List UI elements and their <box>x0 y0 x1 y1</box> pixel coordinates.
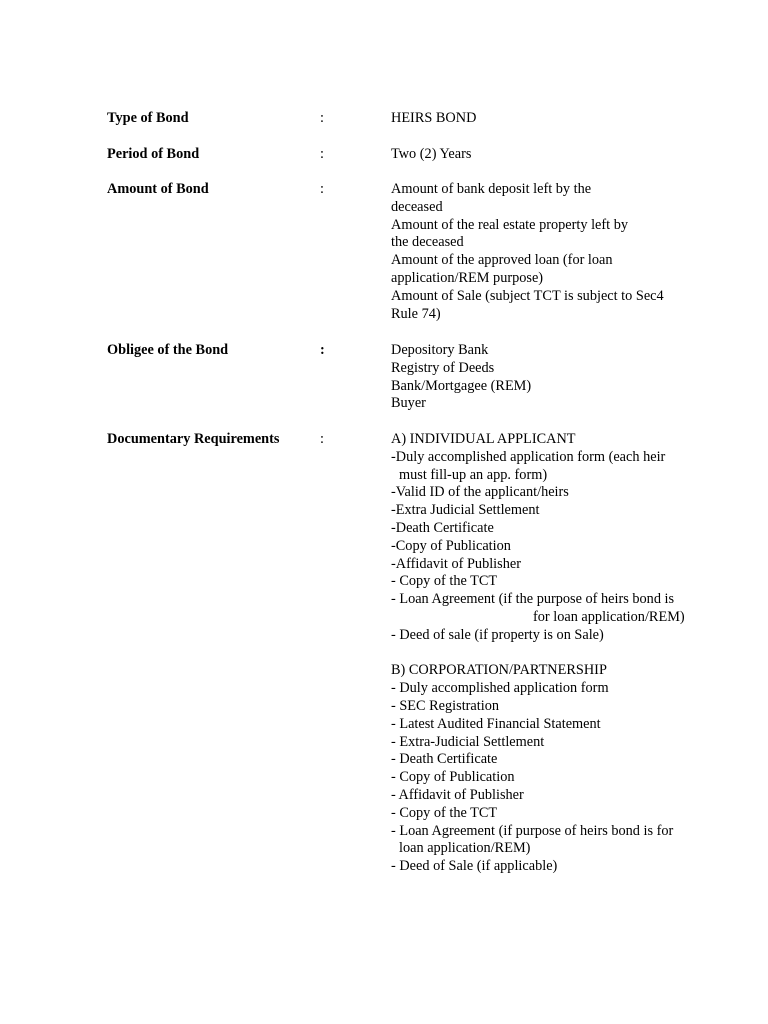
amount-of-bond-line: Rule 74) <box>391 305 441 322</box>
period-of-bond-value-line: Two (2) Years <box>391 146 472 162</box>
obligee-of-bond-colon: : <box>320 342 325 358</box>
obligee-line: Bank/Mortgagee (REM) <box>391 377 532 394</box>
obligee-line: Registry of Deeds <box>391 359 495 376</box>
amount-of-bond-line: Amount of bank deposit left by the <box>391 181 592 197</box>
requirement-item: -Duly accomplished application form (each heir <box>391 448 666 465</box>
amount-of-bond-line: Amount of the approved loan (for loan <box>391 252 613 269</box>
individual-applicant-heading: A) INDIVIDUAL APPLICANT <box>391 431 576 447</box>
obligee-line: Buyer <box>391 395 426 412</box>
requirement-item: - Death Certificate <box>391 751 498 768</box>
documentary-requirements-colon: : <box>320 431 324 447</box>
amount-of-bond-line: deceased <box>391 198 443 215</box>
requirement-item: -Affidavit of Publisher <box>391 555 521 572</box>
obligee-of-bond-label: Obligee of the Bond <box>107 342 229 358</box>
documentary-requirements-value <box>391 431 711 876</box>
requirement-item: - Loan Agreement (if purpose of heirs bond is for <box>391 822 674 839</box>
requirement-item: - Copy of Publication <box>391 769 515 786</box>
type-of-bond-label: Type of Bond <box>107 110 189 126</box>
requirement-item: - Latest Audited Financial Statement <box>391 715 601 732</box>
type-of-bond-colon: : <box>320 110 324 126</box>
requirement-item: - Copy of the TCT <box>391 573 498 590</box>
requirement-item: - Duly accomplished application form <box>391 680 609 697</box>
amount-of-bond-line: application/REM purpose) <box>391 269 544 286</box>
amount-of-bond-line: Amount of Sale (subject TCT is subject to Sec4 <box>391 287 664 304</box>
requirement-item: loan application/REM) <box>399 840 531 857</box>
requirement-item: - Extra-Judicial Settlement <box>391 733 545 750</box>
requirement-item: -Copy of Publication <box>391 537 511 554</box>
requirement-item: - Deed of Sale (if applicable) <box>391 858 558 875</box>
individual-applicant-section <box>391 431 711 645</box>
amount-of-bond-line: Amount of the real estate property left by <box>391 216 629 233</box>
requirement-item: - Affidavit of Publisher <box>391 786 524 803</box>
period-of-bond-value <box>391 146 711 164</box>
requirement-item: for loan application/REM) <box>533 608 685 625</box>
obligee-of-bond-value <box>391 342 711 413</box>
requirement-item: -Death Certificate <box>391 519 494 536</box>
amount-of-bond-line: the deceased <box>391 234 464 251</box>
period-of-bond-colon: : <box>320 146 324 162</box>
requirement-item: - SEC Registration <box>391 697 500 714</box>
section-gap <box>391 645 711 663</box>
requirement-item: -Extra Judicial Settlement <box>391 502 540 519</box>
period-of-bond-label: Period of Bond <box>107 146 200 162</box>
requirement-item: - Copy of the TCT <box>391 804 498 821</box>
amount-of-bond-colon: : <box>320 181 324 197</box>
amount-of-bond-label: Amount of Bond <box>107 181 209 197</box>
amount-of-bond-value <box>391 181 711 323</box>
type-of-bond-value-line: HEIRS BOND <box>391 110 477 126</box>
obligee-line: Depository Bank <box>391 342 489 358</box>
documentary-requirements-label: Documentary Requirements <box>107 431 280 447</box>
requirement-item: - Loan Agreement (if the purpose of heirs bond is <box>391 591 675 608</box>
requirement-item: must fill-up an app. form) <box>399 466 548 483</box>
requirement-item: -Valid ID of the applicant/heirs <box>391 484 569 501</box>
type-of-bond-value <box>391 110 711 128</box>
corporation-partnership-section <box>391 662 711 876</box>
corporation-partnership-heading: B) CORPORATION/PARTNERSHIP <box>391 662 607 679</box>
requirement-item: - Deed of sale (if property is on Sale) <box>391 626 604 643</box>
